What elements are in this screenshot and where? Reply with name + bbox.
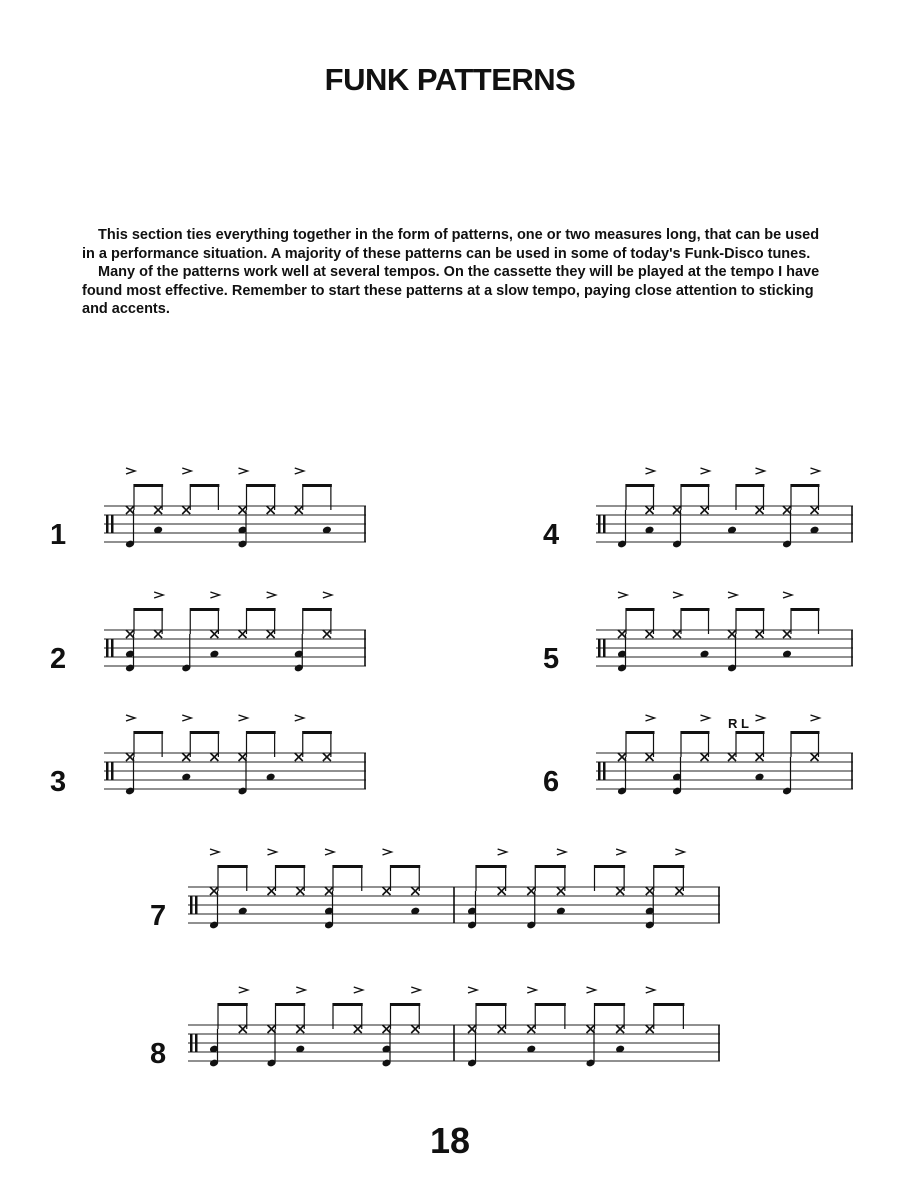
percussion-clef	[106, 762, 109, 780]
beam	[134, 484, 163, 487]
accent-mark	[616, 849, 625, 855]
accent-mark	[267, 592, 276, 598]
drum-staff	[184, 981, 724, 1076]
beam	[626, 484, 655, 487]
accent-mark	[210, 592, 219, 598]
beam	[595, 1003, 626, 1006]
beam	[333, 1003, 363, 1006]
accent-mark	[646, 468, 655, 474]
beam	[247, 608, 276, 611]
accent-mark	[268, 849, 277, 855]
accent-mark	[673, 592, 682, 598]
beam	[134, 731, 163, 734]
accent-mark	[383, 849, 392, 855]
beam	[791, 731, 820, 734]
beam	[134, 608, 163, 611]
accent-mark	[587, 987, 596, 993]
accent-mark	[154, 592, 163, 598]
accent-mark	[811, 468, 820, 474]
beam	[535, 1003, 566, 1006]
beam	[303, 484, 332, 487]
beam	[626, 608, 655, 611]
drum-staff	[592, 462, 857, 557]
beam	[654, 865, 685, 868]
exercise-number: 4	[543, 519, 560, 551]
accent-mark	[728, 592, 737, 598]
beam	[303, 608, 332, 611]
accent-mark	[498, 849, 507, 855]
accent-mark	[182, 468, 191, 474]
accent-mark	[618, 592, 627, 598]
intro-paragraph: Many of the patterns work well at several tempos. On the cassette they will be played at the tempo I have found most effective. Remember to start these patterns at a slow tempo, paying close attention to sticking and accents.	[82, 264, 820, 317]
accent-mark	[646, 715, 655, 721]
beam	[791, 484, 820, 487]
accent-mark	[126, 468, 135, 474]
beam	[247, 484, 276, 487]
percussion-clef	[190, 1034, 193, 1052]
exercise-number: 1	[50, 519, 67, 551]
accent-mark	[783, 592, 792, 598]
accent-mark	[210, 849, 219, 855]
drum-staff	[100, 709, 370, 804]
beam	[681, 731, 710, 734]
beam	[681, 484, 710, 487]
beam	[391, 1003, 421, 1006]
beam	[736, 608, 765, 611]
beam	[535, 865, 566, 868]
accent-mark	[239, 468, 248, 474]
beam	[595, 865, 626, 868]
accent-mark	[239, 715, 248, 721]
beam	[736, 731, 765, 734]
beam	[476, 865, 507, 868]
beam	[681, 608, 710, 611]
percussion-clef	[106, 515, 109, 533]
beam	[190, 608, 219, 611]
accent-mark	[646, 987, 655, 993]
beam	[736, 484, 765, 487]
beam	[276, 865, 306, 868]
exercise-number: 8	[150, 1038, 167, 1070]
accent-mark	[701, 715, 710, 721]
accent-mark	[756, 468, 765, 474]
percussion-clef	[598, 762, 601, 780]
percussion-clef	[598, 639, 601, 657]
percussion-clef	[106, 639, 109, 657]
beam	[333, 865, 363, 868]
page-number: 18	[429, 1120, 471, 1161]
accent-mark	[295, 715, 304, 721]
beam	[276, 1003, 306, 1006]
beam	[391, 865, 421, 868]
accent-mark	[296, 987, 305, 993]
beam	[218, 865, 248, 868]
beam	[218, 1003, 248, 1006]
beam	[791, 608, 820, 611]
beam	[303, 731, 332, 734]
accent-mark	[323, 592, 332, 598]
accent-mark	[756, 715, 765, 721]
accent-mark	[325, 849, 334, 855]
accent-mark	[468, 987, 477, 993]
accent-mark	[675, 849, 684, 855]
accent-mark	[239, 987, 248, 993]
sticking-label: R L	[728, 716, 749, 731]
drum-staff	[100, 586, 370, 681]
accent-mark	[126, 715, 135, 721]
beam	[190, 484, 219, 487]
intro-text	[82, 226, 822, 319]
drum-staff	[592, 586, 857, 681]
drum-staff	[184, 843, 724, 938]
exercise-number: 5	[543, 643, 560, 675]
percussion-clef	[598, 515, 601, 533]
accent-mark	[411, 987, 420, 993]
exercise-number: 3	[50, 766, 67, 798]
intro-paragraph: This section ties everything together in the form of patterns, one or two measures long, that can be used in a performance situation. A majority of these patterns can be used in some of today's Funk-Disco tunes.	[82, 227, 820, 262]
beam	[247, 731, 276, 734]
beam	[190, 731, 219, 734]
percussion-clef	[190, 896, 193, 914]
accent-mark	[295, 468, 304, 474]
accent-mark	[527, 987, 536, 993]
beam	[654, 1003, 685, 1006]
accent-mark	[557, 849, 566, 855]
exercise-number: 6	[543, 766, 560, 798]
accent-mark	[701, 468, 710, 474]
accent-mark	[354, 987, 363, 993]
beam	[626, 731, 655, 734]
beam	[476, 1003, 507, 1006]
exercise-number: 7	[150, 900, 167, 932]
accent-mark	[811, 715, 820, 721]
drum-staff	[100, 462, 370, 557]
page-title: FUNK PATTERNS	[324, 62, 576, 97]
exercise-number: 2	[50, 643, 67, 675]
accent-mark	[182, 715, 191, 721]
drum-staff	[592, 709, 857, 804]
